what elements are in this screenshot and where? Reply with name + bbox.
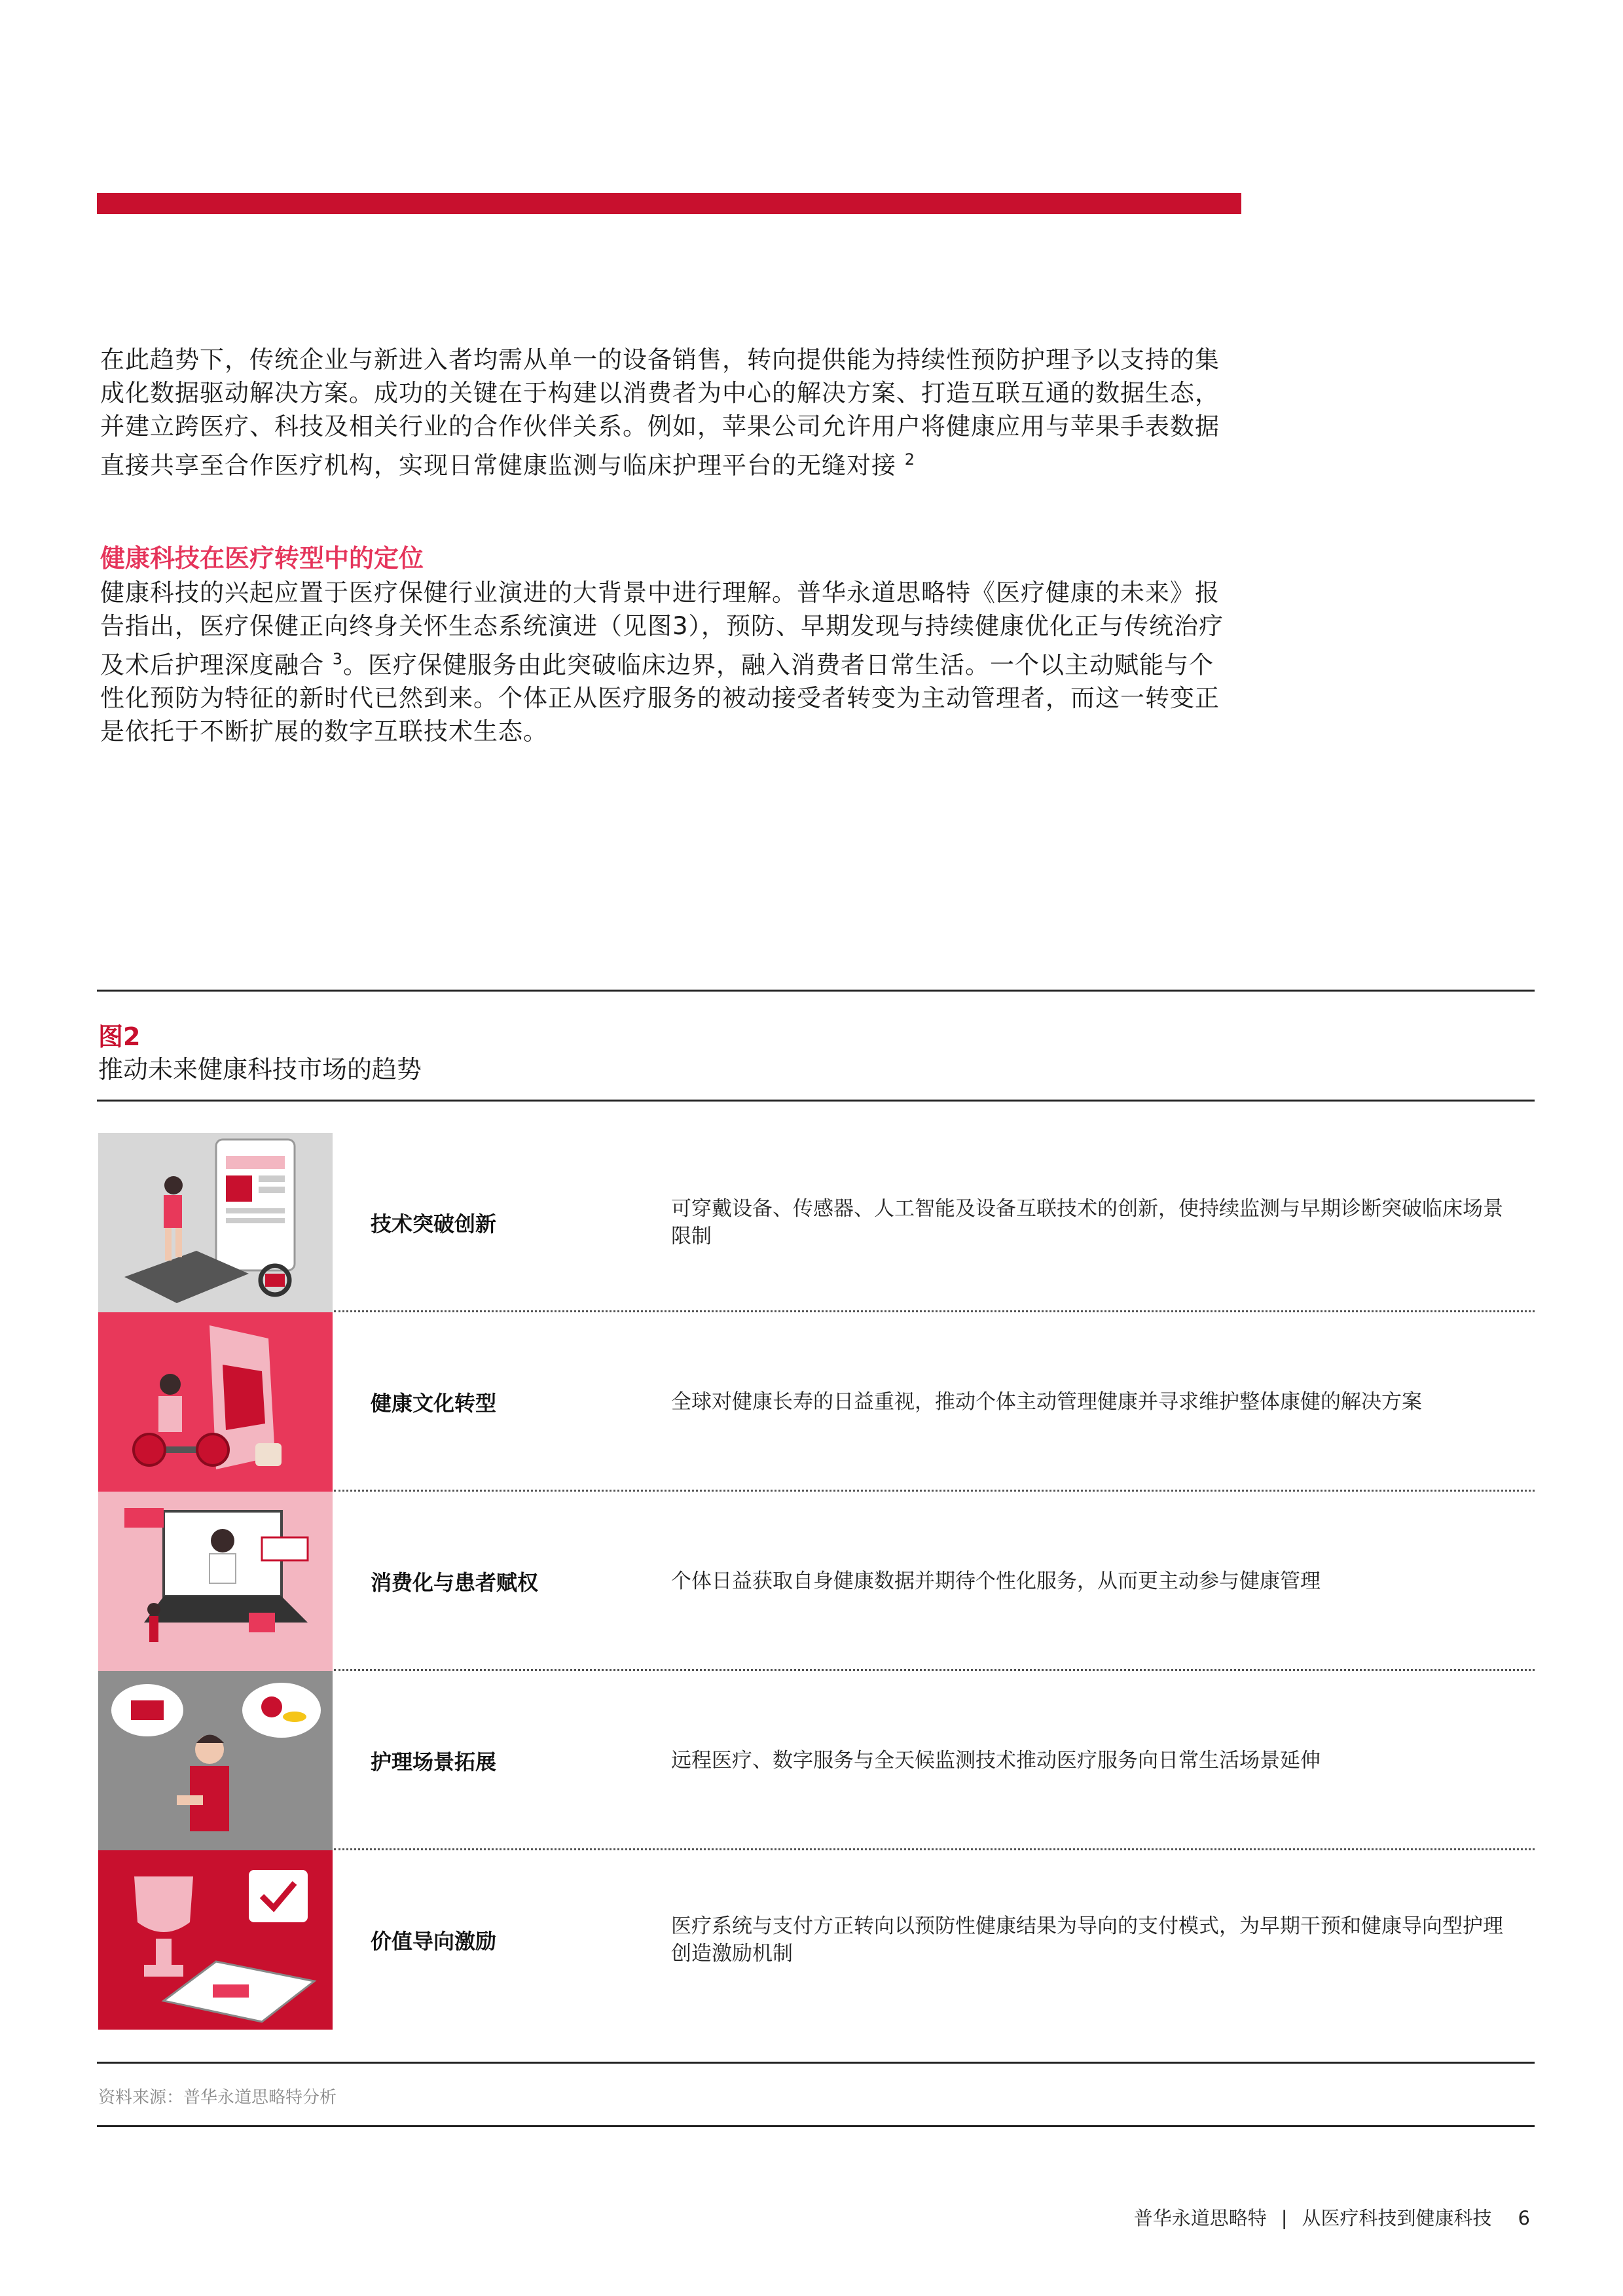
laptop-icon xyxy=(98,1492,333,1671)
trend-description: 全球对健康长寿的日益重视，推动个体主动管理健康并寻求维护整体康健的解决方案 xyxy=(671,1390,1422,1414)
source-bottom-rule xyxy=(97,2125,1535,2127)
trend-description: 医疗系统与支付方正转向以预防性健康结果为导向的支付模式，为早期干预和健康导向型护理创造激励机制 xyxy=(671,1914,1503,1965)
positioning-paragraph-text-a: 健康科技的兴起应置于医疗保健行业演进的大背景中进行理解。普华永道思略特《医疗健康的未来》报告指出，医疗保健正向终身关怀生态系统演进（见图3），预防、早期发现与持续健康优化正与传统治疗及术后护理深度融合 xyxy=(100,579,1224,679)
top-accent-bar xyxy=(97,193,1241,214)
treadmill-icon xyxy=(98,1133,333,1312)
figure-label: 图2 xyxy=(98,1022,141,1051)
page-footer xyxy=(1134,2204,1530,2231)
trend-row xyxy=(98,1850,1535,2030)
intro-paragraph-text: 在此趋势下，传统企业与新进入者均需从单一的设备销售，转向提供能为持续性预防护理予以支持的集成化数据驱动解决方案。成功的关键在于构建以消费者为中心的解决方案、打造互联互通的数据生态，并建立跨医疗、科技及相关行业的合作伙伴关系。例如，苹果公司允许用户将健康应用与苹果手表数据直接共享至合作医疗机构，实现日常健康监测与临床护理平台的无缝对接 xyxy=(100,346,1220,480)
trend-row xyxy=(98,1133,1535,1312)
footnote-ref-2[interactable]: 2 xyxy=(904,450,916,469)
trend-table xyxy=(98,1133,1535,2030)
trend-title: 技术突破创新 xyxy=(371,1211,497,1236)
dumbbell-icon xyxy=(98,1312,333,1492)
footer-report-title: 从医疗科技到健康科技 xyxy=(1302,2207,1492,2229)
figure-top-rule xyxy=(97,990,1535,992)
trend-title: 健康文化转型 xyxy=(371,1391,497,1416)
telehealth-laptop-illustration xyxy=(98,1492,333,1671)
page-number: 6 xyxy=(1518,2207,1530,2229)
positioning-paragraph xyxy=(100,576,1226,748)
trend-row xyxy=(98,1492,1535,1671)
trend-title: 价值导向激励 xyxy=(371,1929,497,1954)
footer-separator: | xyxy=(1281,2207,1288,2229)
trend-row xyxy=(98,1671,1535,1850)
trend-description: 个体日益获取自身健康数据并期待个性化服务，从而更主动参与健康管理 xyxy=(671,1570,1321,1593)
figure-header-rule xyxy=(97,1100,1535,1102)
value-incentive-illustration xyxy=(98,1850,333,2030)
footnote-ref-3[interactable]: 3 xyxy=(332,650,344,668)
intro-paragraph xyxy=(100,343,1226,482)
trend-title: 护理场景拓展 xyxy=(371,1749,497,1774)
fitness-culture-illustration xyxy=(98,1312,333,1492)
figure-bottom-rule xyxy=(97,2062,1535,2064)
source-note: 资料来源：普华永道思略特分析 xyxy=(98,2088,337,2108)
person-speech-bubbles-icon xyxy=(98,1671,333,1850)
trophy-checkmark-icon xyxy=(98,1850,333,2030)
section-heading: 健康科技在医疗转型中的定位 xyxy=(100,544,424,573)
trend-description: 可穿戴设备、传感器、人工智能及设备互联技术的创新，使持续监测与早期诊断突破临床场景限制 xyxy=(671,1197,1503,1248)
positioning-paragraph-text-b: 。医疗保健服务由此突破临床边界，融入消费者日常生活。一个以主动赋能与个性化预防为特征的新时代已然到来。个体正从医疗服务的被动接受者转变为主动管理者，而这一转变正是依托于不断扩展的数字互联技术生态。 xyxy=(100,651,1220,746)
figure-title: 推动未来健康科技市场的趋势 xyxy=(98,1055,422,1084)
footer-brand: 普华永道思略特 xyxy=(1133,2207,1267,2229)
trend-title: 消费化与患者赋权 xyxy=(371,1570,539,1595)
trend-row xyxy=(98,1312,1535,1492)
care-setting-illustration xyxy=(98,1671,333,1850)
trend-description: 远程医疗、数字服务与全天候监测技术推动医疗服务向日常生活场景延伸 xyxy=(671,1749,1321,1772)
treadmill-wearable-illustration xyxy=(98,1133,333,1312)
